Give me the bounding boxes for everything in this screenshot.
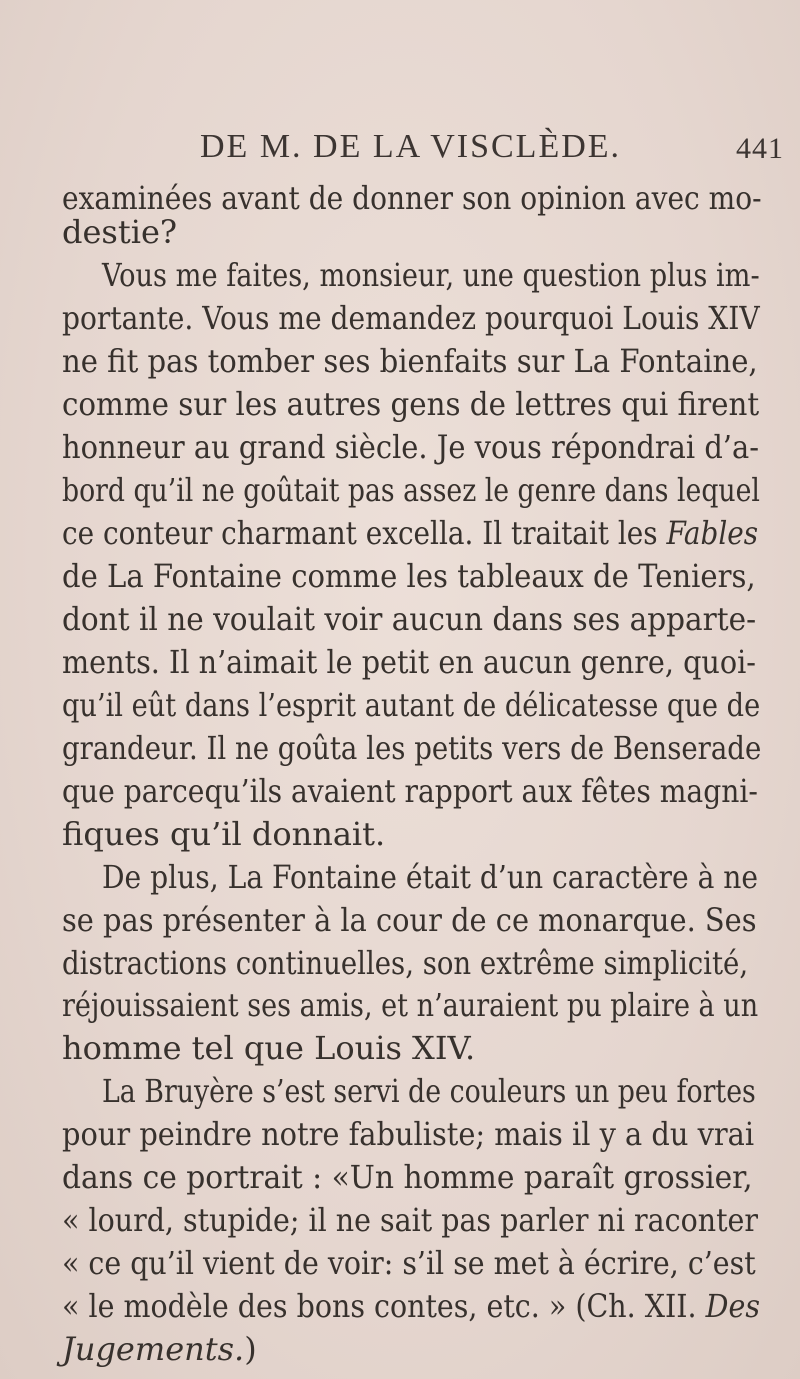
running-head [200, 128, 784, 168]
text-line: ments. Il n’aimait le petit en aucun genre, quoi- [62, 642, 756, 681]
text-line: homme tel que Louis XIV. [62, 1029, 476, 1068]
text-line: « le modèle des bons contes, etc. » (Ch. XII. Des [62, 1287, 760, 1326]
text-line: fiques qu’il donnait. [62, 814, 386, 853]
running-title: DE M. DE LA VISCLÈDE. [200, 128, 622, 165]
text-line: honneur au grand siècle. Je vous répondrai d’a- [62, 428, 759, 467]
text-line: ne fit pas tomber ses bienfaits sur La Fontaine, [62, 342, 758, 381]
text-line: De plus, La Fontaine était d’un caractère à ne [102, 857, 759, 896]
italic-des: Des [705, 1287, 760, 1326]
text-line: portante. Vous me demandez pourquoi Louis XIV [62, 299, 760, 338]
text-line: se pas présenter à la cour de ce monarque. Ses [62, 900, 757, 939]
text-line: distractions continuelles, son extrême simplicité, [62, 943, 749, 982]
text-line: que parcequ’ils avaient rapport aux fêtes magni- [62, 771, 758, 810]
text-line: réjouissaient ses amis, et n’auraient pu plaire à un [62, 986, 759, 1025]
text-line: ce conteur charmant excella. Il traitait les Fables [62, 514, 759, 552]
text-line: pour peindre notre fabuliste; mais il y a du vrai [62, 1115, 755, 1154]
text-line: comme sur les autres gens de lettres qui firent [62, 385, 760, 424]
italic-fables: Fables [666, 514, 759, 552]
text-line: Jugements.) [62, 1330, 257, 1368]
text-line: examinées avant de donner son opinion avec mo- [62, 179, 762, 217]
text-line: grandeur. Il ne goûta les petits vers de Benserade [62, 728, 762, 767]
page-number: 441 [736, 132, 784, 165]
text-line: « lourd, stupide; il ne sait pas parler ni raconter [62, 1201, 759, 1240]
text-line: La Bruyère s’est servi de couleurs un peu fortes [102, 1072, 756, 1111]
text-line: de La Fontaine comme les tableaux de Teniers, [62, 556, 756, 595]
text-line: dont il ne voulait voir aucun dans ses apparte- [62, 599, 757, 638]
italic-jugements: Jugements. [62, 1330, 245, 1368]
text-line: bord qu’il ne goûtait pas assez le genre dans lequel [62, 471, 760, 509]
text-line: destie? [62, 213, 178, 252]
text-line: dans ce portrait : «Un homme paraît grossier, [62, 1158, 753, 1197]
text-line: Vous me faites, monsieur, une question plus im- [102, 256, 760, 295]
text-line: qu’il eût dans l’esprit autant de délicatesse que de [62, 685, 761, 724]
text-line: « ce qu’il vient de voir: s’il se met à écrire, c’est [62, 1244, 756, 1283]
